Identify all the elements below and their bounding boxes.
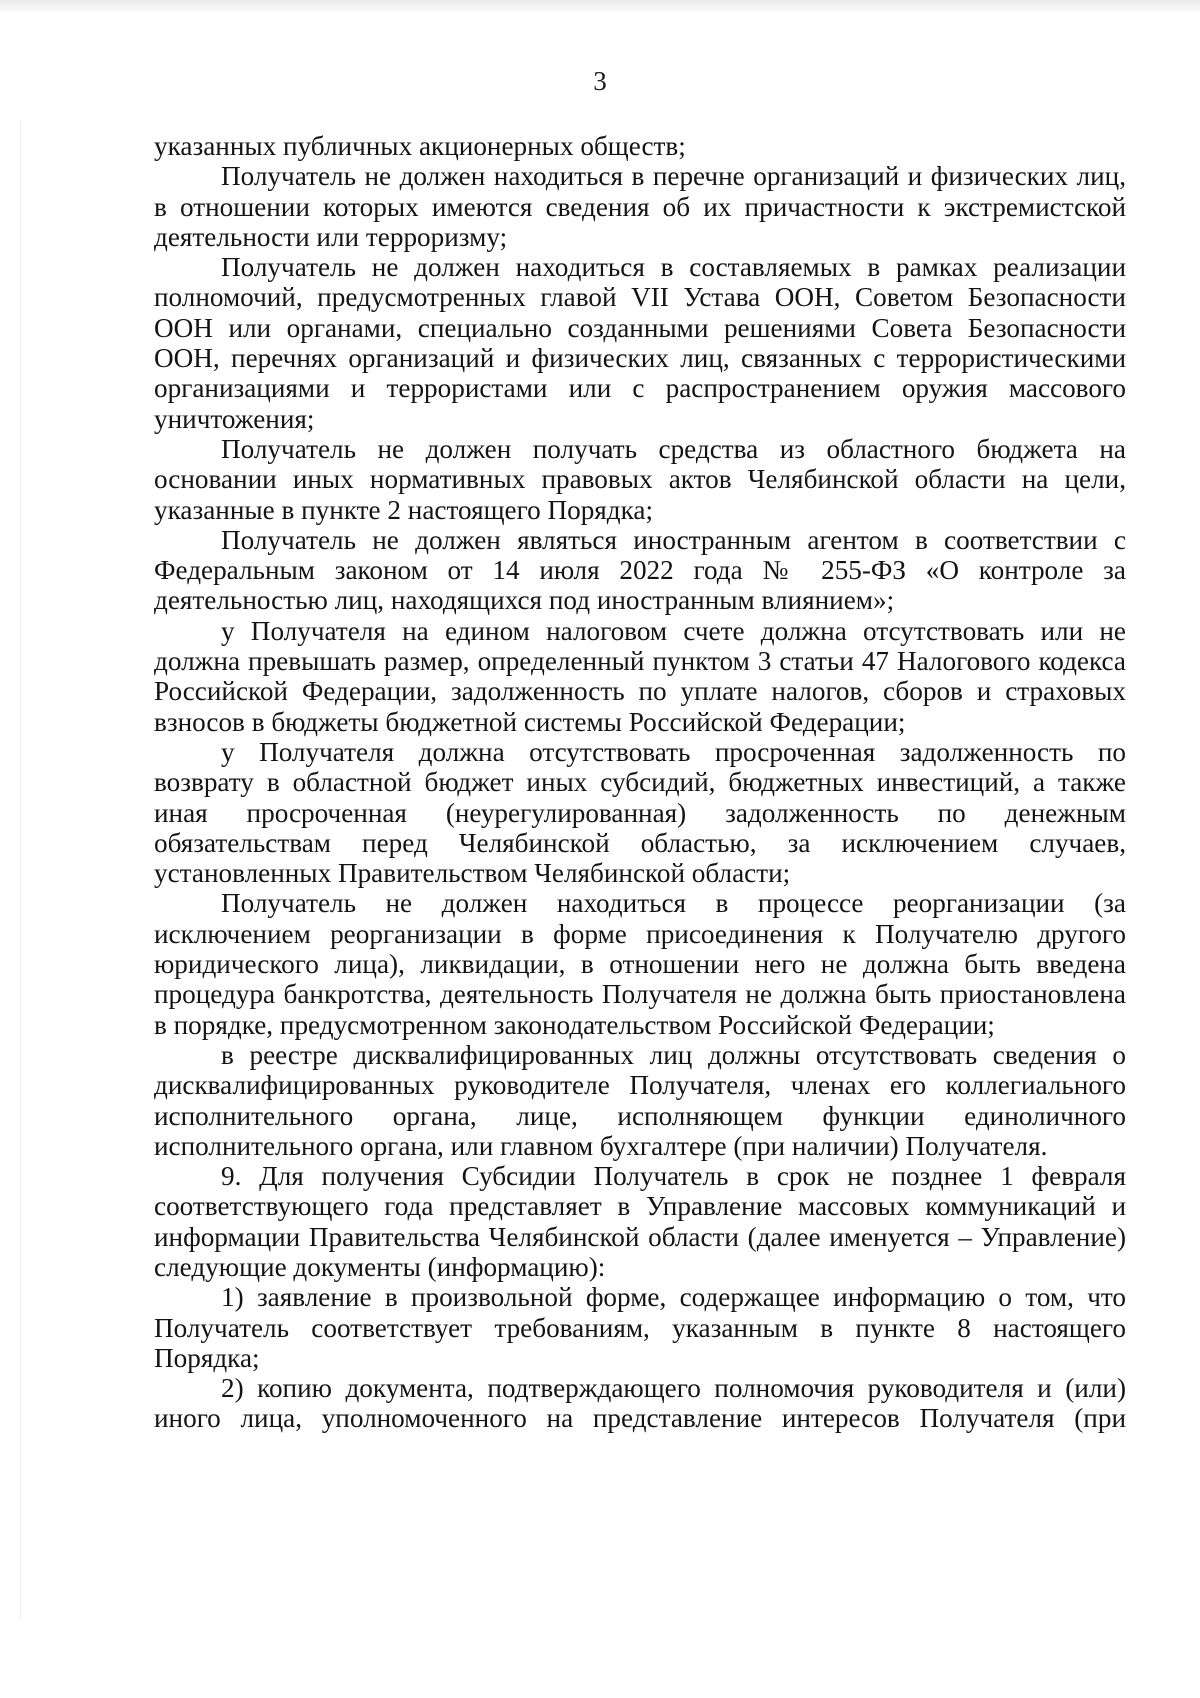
paragraph-regional-budget: Получатель не должен получать средства из областного бюджета на основании иных нормативных правовых актов Челябинской области на цели, указанные в пункте 2 настоящего Порядка; (154, 433, 1126, 525)
paragraph-extremism-list: Получатель не должен находиться в перечне организаций и физических лиц, в отношении которых имеются сведения об их причастности к экстремистской деятельности или терроризму; (154, 161, 1126, 252)
paragraph-overdue-debt: у Получателя должна отсутствовать просроченная задолженность по возврату в областной бюджет иных субсидий, бюджетных инвестиций, а также иная просроченная (неурегулированная) задолженность по денежным обязательствам перед Челябинской областью, за исключением случаев, установленных Правительством Челябинской области; (154, 736, 1126, 889)
page-number: 3 (593, 66, 607, 96)
paragraph-continuation: указанных публичных акционерных обществ; (154, 131, 686, 161)
scan-margin-line (20, 120, 21, 1620)
paragraph-tax-debt: у Получателя на едином налоговом счете должна отсутствовать или не должна превышать размер, определенный пунктом 3 статьи 47 Налогового кодекса Российской Федерации, задолженность по уплате налогов, сборов и страховых взносов в бюджеты бюджетной системы Российской Федерации; (154, 615, 1126, 737)
paragraph-foreign-agent: Получатель не должен являться иностранным агентом в соответствии с Федеральным законом от 14 июля 2022 года № 255-ФЗ «О контроле за деятельностью лиц, находящихся под иностранным влиянием»; (154, 524, 1126, 616)
paragraph-un-lists: Получатель не должен находиться в составляемых в рамках реализации полномочий, предусмотренных главой VII Устава ООН, Советом Безопасности ООН или органами, специально созданными решениями Совета Безопасности ООН, перечнях организаций и физических лиц, связанных с террористическими организациями и террористами или с распространением оружия массового уничтожения; (154, 252, 1126, 434)
document-body (154, 131, 1126, 1434)
paragraph-subitem-1: 1) заявление в произвольной форме, содержащее информацию о том, что Получатель соответствует требованиям, указанным в пункте 8 настоящего Порядка; (154, 1282, 1126, 1373)
paragraph-disqualified-persons: в реестре дисквалифицированных лиц должны отсутствовать сведения о дисквалифицированных руководителе Получателя, членах его коллегиального исполнительного органа, лице, исполняющем функции единоличного исполнительного органа, или главном бухгалтере (при наличии) Получателя. (154, 1039, 1126, 1161)
paragraph-item-9: 9. Для получения Субсидии Получатель в срок не позднее 1 февраля соответствующего года представляет в Управление массовых коммуникаций и информации Правительства Челябинской области (далее именуется – Управление) следующие документы (информацию): (154, 1161, 1126, 1282)
scan-edge (0, 0, 1200, 14)
paragraph-subitem-2: 2) копию документа, подтверждающего полномочия руководителя и (или) иного лица, уполномоченного на представление интересов Получателя (при (154, 1373, 1126, 1434)
paragraph-reorganization: Получатель не должен находиться в процессе реорганизации (за исключением реорганизации в форме присоединения к Получателю другого юридического лица), ликвидации, в отношении него не должна быть введена процедура банкротства, деятельность Получателя не должна быть приостановлена в порядке, предусмотренном законодательством Российской Федерации; (154, 888, 1126, 1040)
